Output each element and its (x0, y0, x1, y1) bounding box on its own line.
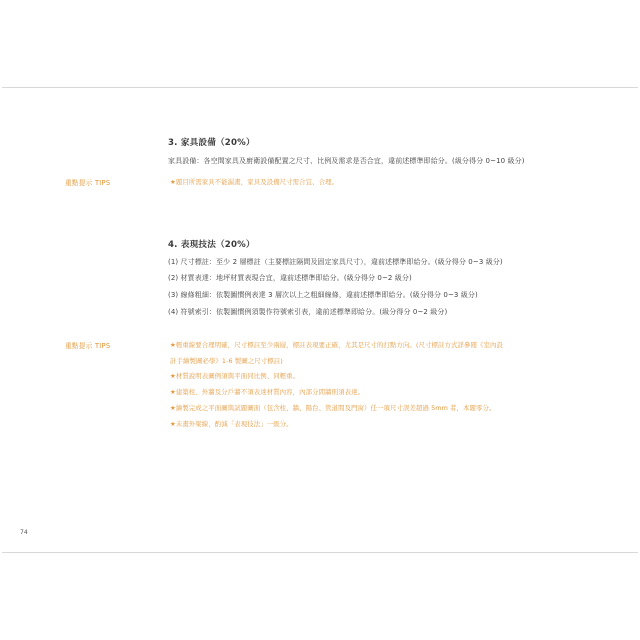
tip-line: 計手繪製圖必學》1-6 製圖之尺寸標註) (170, 357, 283, 365)
section-3-body: 家具設備：各空間家具及廚衛設備配置之尺寸、比例及需求是否合宜，違前述標準即給分。(級分得分 0~10 級分) (168, 157, 525, 165)
tip-line: ★材質說明表圖例須與平面同比例、同輕重。 (170, 372, 300, 380)
tips-label-section-4: 重點提示 TIPS (65, 342, 111, 350)
tips-label-section-3: 重點提示 TIPS (65, 179, 111, 187)
section-4-item-2: (2) 材質表達：地坪材質表現合宜，違前述標準即給分。(級分得分 0~2 級分) (168, 274, 412, 282)
tip-line: ★建築柱、外牆及分戶牆不須表達材質內容，內部分間牆則須表達。 (170, 388, 365, 396)
page-number: 74 (20, 529, 28, 536)
section-3-heading: 3. 家具設備（20%） (168, 138, 255, 148)
section-4-item-4: (4) 符號索引：依製圖慣例須製作符號索引表，違前述標準即給分。(級分得分 0~2 級分) (168, 308, 448, 316)
document-page (2, 87, 638, 553)
section-4-item-3: (3) 線條粗細：依製圖慣例表達 3 層次以上之粗細線條，違前述標準即給分。(級分得分 0~3 級分) (168, 291, 478, 299)
section-4-heading: 4. 表現技法（20%） (168, 240, 255, 250)
tip-line: ★未畫外梁線，酌減「表現技法」一級分。 (170, 420, 293, 428)
tip-line: ★繪製完成之平面圖與試題圖面（包含柱、牆、陽台、管道間及門窗）任一項尺寸誤差超過 5mm 者，本題零分。 (170, 404, 496, 412)
section-4-item-1: (1) 尺寸標註：至少 2 層標註（主要標註隔間及固定家具尺寸），違前述標準即給分。(級分得分 0~3 級分) (168, 258, 503, 266)
tip-line: ★題目所需家具不能漏畫，家具及設備尺寸需合宜、合理。 (170, 178, 339, 186)
tip-line: ★輕重線要合理明確，尺寸標註至少兩層，標註表現要正確，尤其是尺寸的打點方向。(尺寸標註方式詳參閱《室內設 (170, 341, 503, 349)
